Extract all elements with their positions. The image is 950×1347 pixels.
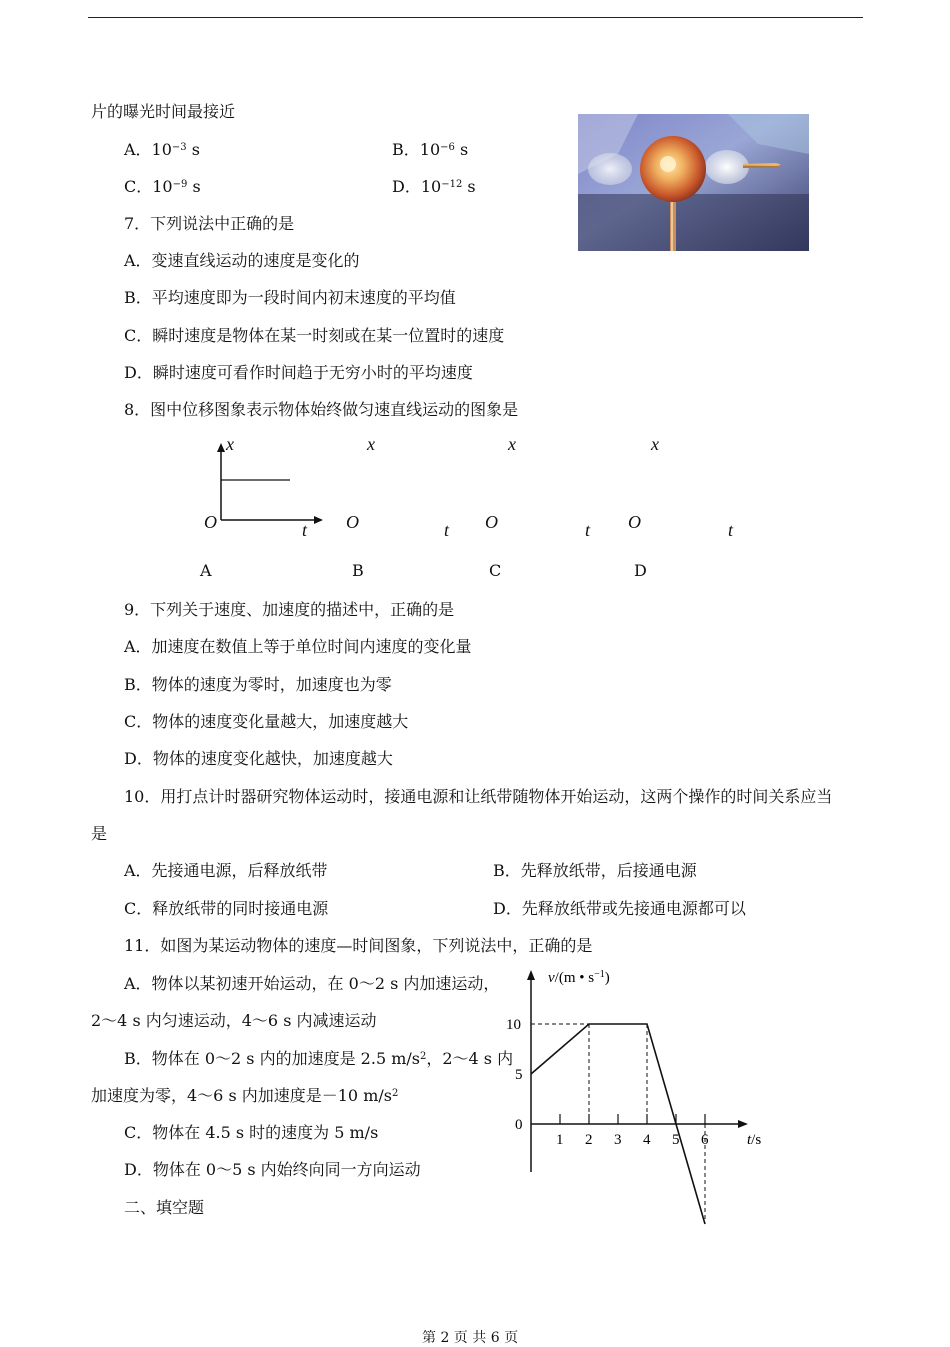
q7-option-d: D．瞬时速度可看作时间趋于无穷小时的平均速度 bbox=[124, 363, 473, 382]
section-2-title: 二、填空题 bbox=[124, 1198, 205, 1217]
q9-stem: 9．下列关于速度、加速度的描述中，正确的是 bbox=[124, 600, 455, 619]
vt-x-tick-label: 6 bbox=[701, 1132, 709, 1148]
q6-option-a: A．$10^{-3}$ s bbox=[124, 140, 200, 159]
q8-a-axis-x: x bbox=[226, 434, 234, 454]
q6-option-c: C．$10^{-9}$ s bbox=[124, 177, 201, 196]
q11-option-a-line2: 2～4 s 内匀速运动，4～6 s 内减速运动 bbox=[91, 1011, 377, 1030]
q9-option-d: D．物体的速度变化越快，加速度越大 bbox=[124, 749, 393, 768]
q10-option-d: D．先释放纸带或先接通电源都可以 bbox=[493, 899, 746, 918]
q8-b-axis-t: t bbox=[444, 520, 450, 540]
header-rule bbox=[88, 17, 863, 18]
vt-y-tick-label: 5 bbox=[515, 1067, 523, 1083]
q11-option-b-line2: 加速度为零，4～6 s 内加速度是－10 $m/s^2$ bbox=[91, 1086, 399, 1105]
vt-y-tick-label: 0 bbox=[515, 1117, 523, 1133]
q8-a-origin: O bbox=[204, 512, 217, 532]
q8-label-d: D bbox=[634, 561, 647, 580]
vt-x-arrow bbox=[738, 1120, 748, 1128]
q9-option-a: A．加速度在数值上等于单位时间内速度的变化量 bbox=[124, 637, 472, 656]
q8-d-axis-x: x bbox=[651, 434, 659, 454]
vt-x-tick-label: 4 bbox=[643, 1132, 651, 1148]
q9-option-c: C．物体的速度变化量越大，加速度越大 bbox=[124, 712, 409, 731]
q7-option-c: C．瞬时速度是物体在某一时刻或在某一位置时的速度 bbox=[124, 326, 505, 345]
q11-option-b-line1: B．物体在 0～2 s 内的加速度是 2.5 $m/s^2$，2～4 s 内 bbox=[124, 1049, 514, 1068]
q8-label-a: A bbox=[200, 561, 212, 580]
q8-c-axis-t: t bbox=[585, 520, 591, 540]
vt-x-tick-label: 2 bbox=[585, 1132, 593, 1148]
q8-stem: 8．图中位移图象表示物体始终做匀速直线运动的图象是 bbox=[124, 400, 519, 419]
q8-d-origin: O bbox=[628, 512, 641, 532]
q8-label-b: B bbox=[352, 561, 364, 580]
vt-chart bbox=[490, 960, 780, 1235]
page-footer: 第 2 页 共 6 页 bbox=[422, 1330, 519, 1346]
q6-option-b: B．$10^{-6}$ s bbox=[392, 140, 469, 159]
vt-y-arrow bbox=[527, 970, 535, 980]
vt-y-tick-label: 10 bbox=[506, 1017, 521, 1033]
q11-option-a-line1: A．物体以某初速开始运动，在 0～2 s 内加速运动， bbox=[124, 974, 500, 993]
q7-option-b: B．平均速度即为一段时间内初末速度的平均值 bbox=[124, 288, 456, 307]
q6-stem-tail: 片的曝光时间最接近 bbox=[91, 102, 236, 121]
q10-stem: 10．用打点计时器研究物体运动时，接通电源和让纸带随物体开始运动，这两个操作的时间关系应当 bbox=[124, 787, 833, 806]
q11-option-d: D．物体在 0～5 s 内始终向同一方向运动 bbox=[124, 1160, 421, 1179]
q8-label-c: C bbox=[489, 561, 502, 580]
q8-b-origin: O bbox=[346, 512, 359, 532]
vt-y-axis-label: v/(m • $s^{-1}$) bbox=[548, 969, 610, 986]
q8-graph-a-x-arrow bbox=[314, 516, 323, 524]
vt-x-tick-label: 5 bbox=[672, 1132, 680, 1148]
q7-stem: 7．下列说法中正确的是 bbox=[124, 214, 295, 233]
q8-graph-a-y-arrow bbox=[217, 443, 225, 452]
vt-x-tick-label: 3 bbox=[614, 1132, 622, 1148]
q6-option-d: D．$10^{-12}$ s bbox=[392, 177, 476, 196]
q8-c-origin: O bbox=[485, 512, 498, 532]
q10-stem-cont: 是 bbox=[91, 824, 108, 843]
q8-c-axis-x: x bbox=[508, 434, 516, 454]
q8-d-axis-t: t bbox=[728, 520, 734, 540]
q8-b-axis-x: x bbox=[367, 434, 375, 454]
q9-option-b: B．物体的速度为零时，加速度也为零 bbox=[124, 675, 392, 694]
q11-option-c: C．物体在 4.5 s 时的速度为 5 m/s bbox=[124, 1123, 379, 1142]
q8-a-axis-t: t bbox=[302, 520, 308, 540]
q7-option-a: A．变速直线运动的速度是变化的 bbox=[124, 251, 360, 270]
bullet-apple-photo bbox=[578, 114, 809, 251]
q11-stem: 11．如图为某运动物体的速度—时间图象，下列说法中，正确的是 bbox=[124, 936, 593, 955]
q8-graph-a bbox=[200, 440, 330, 540]
q10-option-c: C．释放纸带的同时接通电源 bbox=[124, 899, 329, 918]
q10-option-a: A．先接通电源，后释放纸带 bbox=[124, 861, 328, 880]
q10-option-b: B．先释放纸带，后接通电源 bbox=[493, 861, 697, 880]
vt-x-axis-label: t/s bbox=[747, 1132, 762, 1148]
vt-x-tick-label: 1 bbox=[556, 1132, 564, 1148]
